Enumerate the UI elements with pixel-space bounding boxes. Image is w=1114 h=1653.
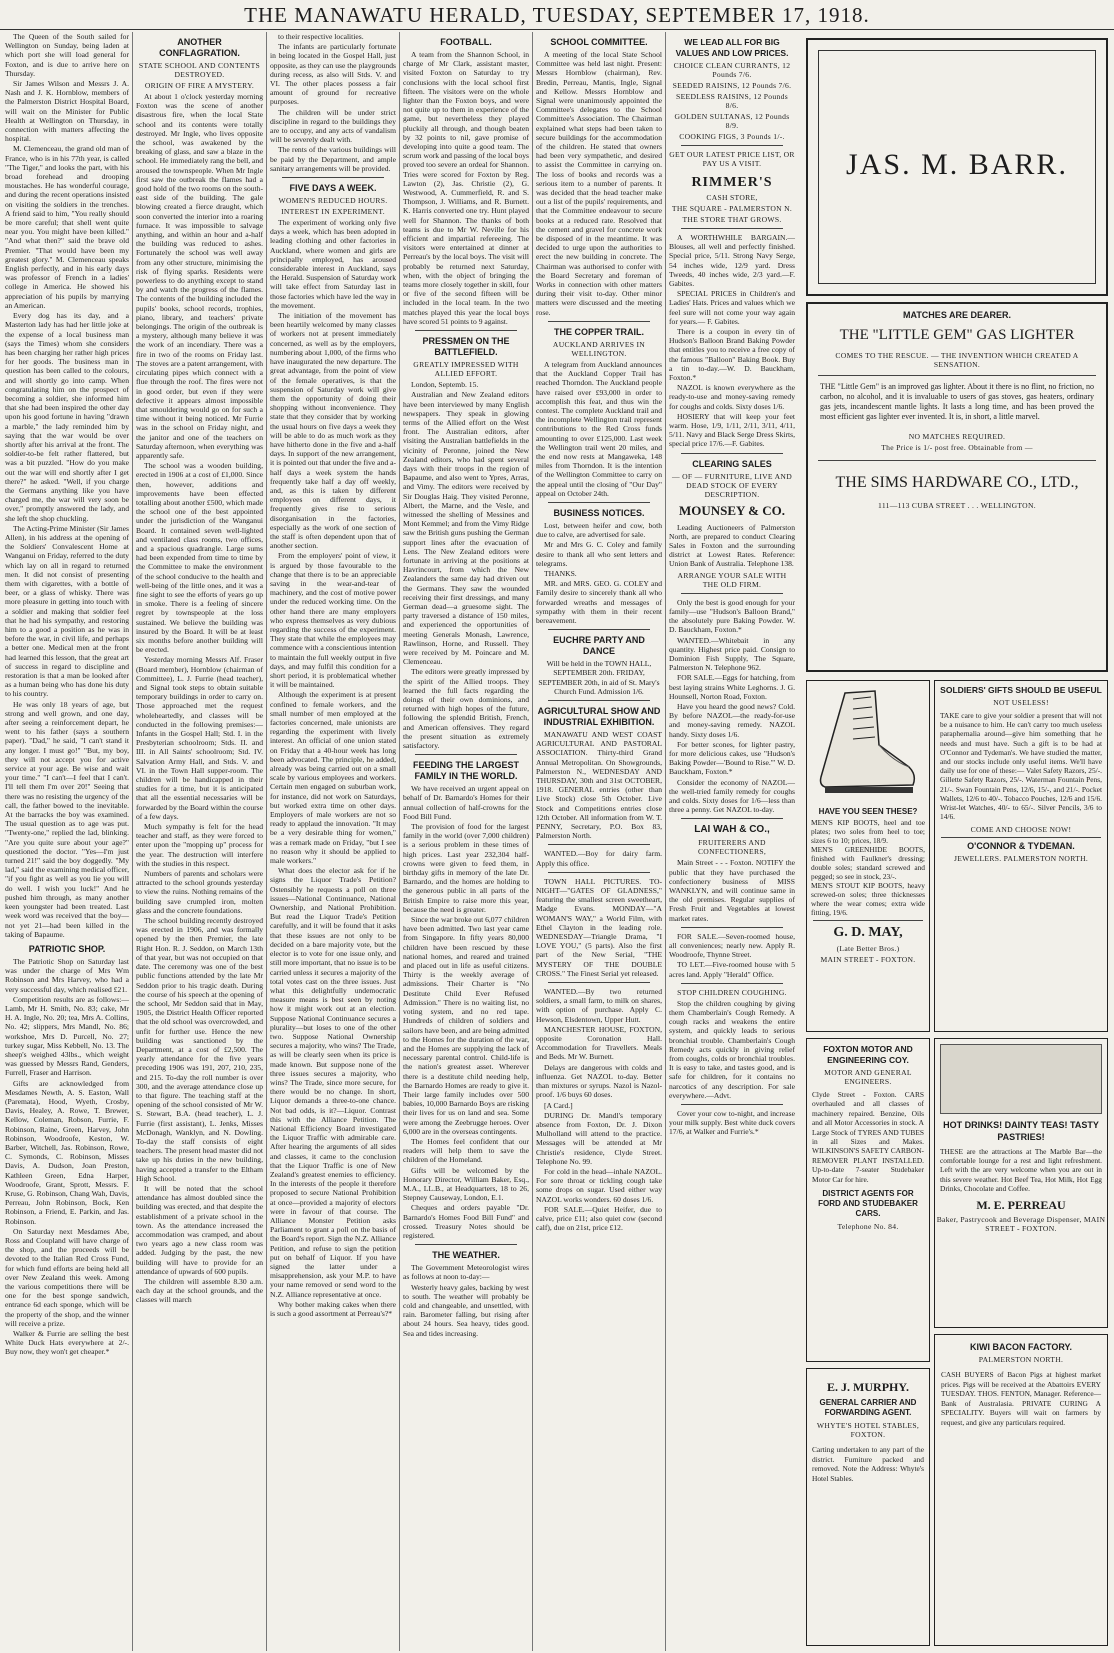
five-days-paragraph: What does the elector ask for if he signs the Liquor Trade's Petition? Ostensibly he requests a poll on three issues—National Continuance, National Ownership, and National Prohibition. But read the Liquor Trade's Petition carefully, and it will be found that it asks that these issues are not only to be decided on a bare majority vote, but the elector is to vote for one issue only, and still more important, that no issue is to be carried unless it secures a majority of the total votes cast on the three issues. Just what this delightfully undemocratic measure means is best seen by noting how it might work out at an election. Suppose National Continuance secures a plurality—but loses to one of the other two. Suppose National Ownership secures a majority, who wins? The Trade, as will be clearly seen when its price is made known. But suppose none of the three issues secures a majority, who wins? The Trade, since more secure, for there would be no change. In short, Liquor demands a three-to-one chance. Not bad odds, is it?—Liquor. Contrast this with the Alliance Petition. The National Efficiency Board investigated the Liquor Traffic with admirable care. After hearing the arguments of all sides and classes, it came to the conclusion that the Liquor Traffic is one of New Zealand's greatest enemies to efficiency. In the interests of the people it therefore proposed to secure National Prohibition at once—provided a majority of electors were in favour of that course. The Alliance Monster Petition asks Parliament to grant a poll on the basis of the Board's report. Sign the N.Z. Alliance Petition, and refuse to sign the petition put on behalf of Liquor. If you have signed the latter under a misapprehension, ask your M.P. to have your name removed or send word to the N.Z. Alliance representative at once. <box>270 866 397 1299</box>
feeding-paragraph: Gifts will be welcomed by the Honorary Director, William Baker, Esq., M.A., LL.B., at Headquarters, 18 to 26, Stepney Causeway, London, E.1. <box>403 1165 529 1203</box>
gdmay-name: G. D. MAY, <box>833 925 903 940</box>
boot-offer: MEN'S STOUT KIP BOOTS, heavy screwed-on soles; three thicknesses where the wear comes; extra wide fitting, 19/6. <box>811 881 925 917</box>
weather-paragraph: The Government Meteorologist wires as follows at noon to-day:— <box>403 1263 529 1282</box>
school-committee-heading: SCHOOL COMMITTEE. <box>550 37 648 47</box>
mounsey-arrange: ARRANGE YOUR SALE WITH THE OLD FIRM. <box>677 570 787 589</box>
patriotic-paragraph: Walker & Furrie are selling the best White Duck Hats everywhere at 2/-. Buy now, they won't get cheaper.* <box>5 1329 129 1357</box>
shop-advertisement: Only the best is good enough for your family—use "Hudson's Balloon Brand," the absolutely pure Baking Powder. W. D. Bauckham, Foxton.* <box>669 597 795 635</box>
rimmers-sub: CASH STORE, <box>706 193 758 202</box>
article-paragraph: Sir James Wilson and Messrs J. A. Nash and J. K. Hornblow, members of the Palmerston District Hospital Board, will wait on the Minister for Public Health at Wellington on Thursday, in connection with matters affecting the hospital. <box>5 79 129 144</box>
price-item: COOKING FIGS, 3 Pounds 1/-. <box>679 132 785 141</box>
conflagration-paragraph: The children will assemble 8.30 a.m. each day at the school grounds, and the classes will march <box>136 1277 263 1305</box>
gifts-sub: NOT USELESS! <box>993 698 1049 707</box>
murphy-name: E. J. MURPHY. <box>827 1380 909 1394</box>
small-advertisement: Delays are dangerous with colds and influenza. Get NAZOL to-day. Better than mixtures or syrups. Nazol is Nazol-proof. 1/6 buys 60 doses. <box>536 1062 662 1100</box>
kiwi-name: KIWI BACON FACTORY. <box>969 1342 1072 1352</box>
show-text: MANAWATU AND WEST COAST AGRICULTURAL AND PASTORAL ASSOCIATION. Thirty-third Grand Annual Metropolitan. On Showgrounds, Palmerston N., WEDNESDAY AND THURSDAY, 30th and 31st OCTOBER, 1918. GENERAL entries (other than Live Stock) close 5th October. Live Stock and Competitions entries close 12th October. All information from W. T. PENNY, Secretary, P.O. Box 83, Palmerston North. <box>536 729 662 841</box>
column-4 <box>399 32 532 1651</box>
gem-top: MATCHES ARE DEARER. <box>902 310 1011 320</box>
conflagration-subheading: STATE SCHOOL AND CONTENTS DESTROYED. <box>138 61 261 79</box>
pressmen-paragraph: The editors were greatly impressed by the spirit of the Allied troops. They learned the full facts regarding the doings of their own dominions, and returned with high hopes of the future, following the splendid British, French, and American offensives. They regard the present situation as extremely satisfactory. <box>403 667 529 751</box>
conflagration-paragraph: The school was a wooden building, erected in 1906 at a cost of £1,000. Since then, however, additions and improvements have been effected totalling about another £500, which made the school one of the best appointed under the jurisdiction of the Wanganui Board. It contained seven well-lighted and ventilated class rooms, two offices, and a spacious quadrangle. Large sums had been expended from time to time by the Committee to make the environment of the school conducive to the health and well-being of the little ones, and it was a fine sight to see the efforts of years go up in smoke. There is a feeling of sincere regret by townspeople at the loss sustained. We believe the building was insured by the Board. It will be at least six months before another building will be erected. <box>136 461 263 655</box>
foxmotor-sub: MOTOR AND GENERAL ENGINEERS. <box>824 1068 912 1086</box>
conflagration-paragraph: Much sympathy is felt for the head teacher and staff, as they were forced to enter upon the "mopping up" process for the year. The destruction will interfere with the studies in this respect. <box>136 822 263 868</box>
perreau-sub: Baker, Pastrycook and Beverage Dispenser, MAIN STREET - FOXTON. <box>936 1215 1106 1234</box>
gem-title: THE "LITTLE GEM" GAS LIGHTER <box>839 327 1075 343</box>
small-advertisement: FOR SALE.—Quiet Heifer, due to calve, price £11; also quiet cow (second calf), due on 21st, price £12. <box>536 1204 662 1233</box>
foxmotor-telephone: Telephone No. 84. <box>837 1222 899 1232</box>
gem-price: The Price is 1/- post free. Obtainable from — <box>881 443 1033 452</box>
rimmers-name: RIMMER'S <box>691 175 773 190</box>
property-advertisement: TO LET.—Five-roomed house with 5 acres land. Apply "Herald" Office. <box>669 960 795 979</box>
kiwi-bacon-advertisement <box>934 1334 1108 1646</box>
article-paragraph: He was only 18 years of age, but strong and well grown, and one day, after seeing a reinforcement depart, he went to his father (says a southern paper). "Dad," he said, "I can't stand it any longer. I must go!" "But, my boy, they will not accept you for active service at your age. Be wise and wait your time." "I can't—I feel that I can't. I'll tell them I'm over 20!" Seeing that there was no resisting the urgency of the call, the father bowed to the inevitable. At the barracks the boy was examined. The usual question as to age was put. "Twenty-one," replied the lad, blinking. "Are you quite sure about your age?" questioned the doctor. "Yes—I'm just turned 21!" said the boy doggedly. "My lad," said the examining medical officer, "if you fight as well as you lie you will do well. I wish you luck!" And he pushed him through, as many another keen youngster had been treated. Last week word was received that the boy—not yet 21—had been killed in the taking of Bapaume. <box>5 699 129 939</box>
euchre-heading: EUCHRE PARTY AND DANCE <box>553 635 645 657</box>
business-notice: MR. and MRS. GEO. G. COLEY and Family desire to sincerely thank all who forwarded wreaths and messages of sympathy with them in their recent bereavement. <box>536 579 662 625</box>
property-advertisement: FOR SALE.—Seven-roomed house, all conveniences; nearly new. Apply R. Woodroofe, Thynne Street. <box>669 931 795 960</box>
five-days-paragraph: Although the experiment is at present confined to female workers, and the small number of men employed at the factories concerned, male unionists are regarding the experiment with lively interest. An official of one union stated on Friday that a 40-hour week has long been advocated. The principle, he added, already was being carried out on a small scale by various employees and workers. Certain men engaged on suburban work, for instance, did not work on Saturdays, but worked extra time on other days. Employers of male workers are not so ready to applaud the innovation. "It may be a very desirable thing for women," was a remark made on Friday, "but I see no reason why it should be applied to male workers." <box>270 690 396 866</box>
article-paragraph: The Acting-Prime Minister (Sir James Allen), in his address at the opening of the Soldiers' Convalescent Home at Wanganui on Friday, referred to the duty which lay on all in regard to returned men. It did not consist of presenting them with cigarettes, with a bottle of beer, or a glass of whisky. There was more pleasure in getting into touch with a soldier and making that soldier feel that he had his sympathy, and restoring him to a good a position as he was in before the war, in civil life, and perhaps a better one. Medical men at the front had learned this lesson, that the great art of success in regard to discipline and restoration is that a man be looked after as a human being who has done his duty to his country. <box>5 523 129 699</box>
foxmotor-text: Clyde Street - Foxton. CARS overhauled and all classes of machinery repaired. Benzine, Oils and all Motor Accessories in stock. A Large Stock of TYRES AND TUBES in all Sizes and Makes. WILKINSON'S SAFETY CARBON-REMOVER PLANT INSTALLED. Up-to-date 7-seater Studebaker Motor Car for hire. <box>812 1090 924 1184</box>
price-item: SEEDED RAISINS, 12 Pounds 7/6. <box>672 81 792 90</box>
business-notices-heading: BUSINESS NOTICES. <box>553 507 645 518</box>
weather-heading: THE WEATHER. <box>432 1250 500 1261</box>
price-list-note: GET OUR LATEST PRICE LIST, OR PAY US A VISIT. <box>669 150 795 168</box>
tea-room-illustration <box>940 1044 1102 1114</box>
pressmen-subheading: GREATLY IMPRESSED WITH ALLIED EFFORT. <box>413 360 519 379</box>
stop-coughing-text: Stop the children coughing by giving them Chamberlain's Cough Remedy. A cough racks and weakens the entire system, and quickly leads to serious bronchial trouble. Chamberlain's Cough Remedy acts quickly in giving relief from coughs, colds or bronchial troubles. It is easy to take, and tastes good, and is safe for children, for it contains no narcotics of any description. For sale everywhere.—Advt. <box>669 998 795 1100</box>
weather-paragraph: Westerly heavy gales, backing by west to south. The weather will probably be cold and changeable, and unsettled, with rain. Barometer falling, but rising after about 24 hours. Sea heavy, tides good. Sea and tides increasing. <box>403 1282 529 1338</box>
clearing-sales-heading: CLEARING SALES <box>692 458 772 469</box>
price-item: SEEDLESS RAISINS, 12 Pounds 8/6. <box>676 92 788 110</box>
school-paragraph: The children will be under strict discipline in regard to the buildings they are to occupy, and any acts of vandalism will be severely dealt with. <box>270 107 396 145</box>
boot-illustration <box>813 685 923 803</box>
newspaper-page <box>0 30 1114 1653</box>
feeding-paragraph: The provision of food for the largest family in the world (over 7,000 children) is a serious problem in these times of high prices. Last year 232,304 half-crowns were given to feed them, in birthday gifts in memory of the late Dr. Barnardo, and the homes are holding to the generous public in all parts of the British Empire to raise more this year, because the need is greater. <box>403 822 529 914</box>
laiwah-sub: FRUITERERS AND CONFECTIONERS, <box>697 838 767 857</box>
conflagration-subheading-2: ORIGIN OF FIRE A MYSTERY. <box>144 81 255 90</box>
price-item: CHOICE CLEAN CURRANTS, 12 Pounds 7/6. <box>673 61 791 79</box>
mounsey-text: Leading Auctioneers of Palmerston North, are prepared to conduct Clearing Sales in Foxton and the surrounding district at Lowest Rates. Reference: Union Bank of Australia. Telephone 138. <box>669 522 795 569</box>
conflagration-paragraph: Yesterday morning Messrs Alf. Fraser (Board member), Hornblow (chairman of Committee), L. J. Furrie (head teacher), and Signal took steps to obtain suitable temporary buildings in order to carry on. Those approached met the request wholeheartedly, and classes will be conducted in the following premises:—Infants in the Gospel Hall; Std. I. in the Presbyterian schoolroom; Stds. II. and III. in All Saints' schoolroom; Std. IV. Salvation Army Hall, and Stds. V. and VI. in the Town Hall supper-room. The children will be handicapped in their studies for a time, but it is anticipated that all the essential necessaries will be forwarded by the Board within the course of a few days. <box>136 655 263 821</box>
column-5 <box>532 32 665 1651</box>
small-advertisement: MANCHESTER HOUSE, FOXTON, opposite Coronation Hall. Accommodation for Travellers. Meals and Beds. Mr W. Burnett. <box>536 1024 662 1062</box>
shop-advertisement: A WORTHWHILE BARGAIN.— Blouses, all well and perfectly finished. Special price, 5/11. Strong Navy Serge, 54 inches wide, 12/9 yard. Dress Tweeds, 40 inches wide, 2/3 yard.—F. Gabites. <box>669 233 795 289</box>
column-3 <box>266 32 399 1651</box>
barr-name: JAS. M. BARR. <box>846 148 1068 181</box>
business-notice: THANKS. <box>544 568 577 578</box>
copper-trail-heading: THE COPPER TRAIL. <box>553 326 644 337</box>
feeding-paragraph: Cheques and orders payable "Dr. Barnardo's Homes Food Bill Fund" and crossed. Treasury Notes should be registered. <box>403 1203 529 1240</box>
school-paragraph: to their respective localities. <box>278 32 364 41</box>
euchre-text: Will be held in the TOWN HALL, SEPTEMBER 20th. FRIDAY, SEPTEMBER 20th, in aid of St. Mary's Church Fund. Admission 1/6. <box>538 659 660 696</box>
column-2 <box>132 32 266 1651</box>
five-days-paragraph: The initiation of the movement has been heartily welcomed by many classes of workers not at present immediately concerned, as well as by the employers, numbering about 1,000, of the firms who have inaugurated the new departure. The great advantage, from the point of view of the female operatives, is that the suspension of Saturday work will give them the opportunity of doing their shopping without inconvenience. They state that they consider that by working the usual hours on five days a week they will be able to do as much work as they have hitherto done in the five and a-half days. In support of the new arrangement, it is pointed out that under the five and a-half days a week system the hands frequently take half a day off weekly, and, as this is taken by different employees on different days, it frequently gives rise to serious disorganisation in the factories, especially as the work of one section of the staff is often dependent upon that of another section. <box>270 311 396 551</box>
laiwah-name: LAI WAH & CO., <box>694 824 770 836</box>
newspaper-title: THE MANAWATU HERALD, TUESDAY, SEPTEMBER 17, 1918. <box>244 3 870 27</box>
gem-nomatch: NO MATCHES REQUIRED. <box>908 432 1006 441</box>
conflagration-heading: ANOTHER CONFLAGRATION. <box>159 37 240 58</box>
business-notice: Mr and Mrs G. C. Coley and family desire to thank all who sent letters and telegrams. <box>536 540 662 568</box>
rimmers-addr: THE SQUARE - PALMERSTON N. <box>671 204 793 213</box>
five-days-paragraph: From the employers' point of view, it is argued by those favourable to the change that there is to be an appreciable saving in the wear-and-tear of machinery, and the cost of motive power under the reduced working time. On the other hand there are many employers who express themselves as very dubious regarding the success of the experiment. They state that while the employees may commence with a conscientious intention to maintain the full weekly output in five days, and may fulfil this condition for a short period, it is problematical whether it will be maintained. <box>270 551 396 690</box>
article-paragraph: Every dog has its day, and a Masterton lady has had her little joke at the expense of a local business man (says the Times) whom she considers has been charging her rather high prices for her goods. The business man in question has been called to the colours, and will shortly go into camp. When congratulating him on the prospect of becoming a soldier, she informed him that she had been inspired the other day upon his good fortune in having "drawn a marble," the lady reminded him by saying that the war would be over shortly after his arrival at the front. The soldier-to-be felt rather flattered, but was a bit puzzled. "How do you make out the war will end shortly after I get there?" he asked. "Well, if you charge the Germans anything like you have charged me, the war will very soon be over," promptly answered the lady, and she left the shop chuckling. <box>5 311 129 523</box>
pictures-ad: TOWN HALL PICTURES. TO-NIGHT—"GATES OF GLADNESS," featuring the smallest screen sweetheart, Madge Evans. MONDAY—"A WOMAN'S WAY," a World Film, with Ethel Clayton in the leading role. WEDNESDAY—Triangle Drama, "I LOVE YOU," (5 parts). Also the first part of the New Serial, "THE MYSTERY OF THE DOUBLE CROSS." The Finest Serial yet released. <box>536 876 662 978</box>
stop-coughing-heading: STOP CHILDREN COUGHING. <box>677 987 787 997</box>
shop-advertisement: There is a coupon in every tin of Hudson's Balloon Brand Baking Powder that entitles you to receive a free copy of the famous "Balloon" Baking Book. Buy a tin to-day.—W. D. Bauckham, Foxton.* <box>669 327 795 383</box>
perreau-name: M. E. PERREAU <box>976 1198 1066 1213</box>
foxton-motor-advertisement <box>806 1038 930 1362</box>
sims-name: THE SIMS HARDWARE CO., LTD., <box>835 474 1079 491</box>
pressmen-heading: PRESSMEN ON THE BATTLEFIELD. <box>422 336 510 358</box>
pressmen-paragraph: London, Septemb. 15. <box>411 380 479 390</box>
murphy-text: Carting undertaken to any part of the district. Furniture packed and removed. Note the Address: Whyte's Hotel Stables. <box>812 1445 924 1483</box>
shop-advertisement: For better scones, for lighter pastry, for more delicious cakes, use "Hudson's Baking Powder—'Bound to Rise.'" W. D. Bauckham, Foxton.* <box>669 739 795 777</box>
foxmotor-name: FOXTON MOTOR AND ENGINEERING COY. <box>823 1044 913 1065</box>
gem-text: THE "Little Gem" is an improved gas lighter. About it there is no flint, no friction, no carbon, no alcohol, and it is invaluable to users of gas stoves, gas heaters, ordinary gas jets, incandescent mantle lights. It lasts a long time, and has been proved the most efficient gas lighter ever invented. It is, in short, a little marvel. <box>820 382 1094 421</box>
feeding-paragraph: We have received an urgent appeal on behalf of Dr. Barnardo's Homes for their annual collection of half-crowns for the Food Bill Fund. <box>403 784 529 821</box>
pressmen-paragraph: Australian and New Zealand editors have been interviewed by many English newspapers. They speak in glowing terms of the Allied effort on the West front. The Australian editors, after visiting the Australian battlefields in the vicinity of Peronne, joined the New Zealand editors, who had spent several days with their troops in the region of Bapaume, and also went to Ypres, Arras, and Vimy. The editors were received by Sir Douglas Haig. They visited Peronne, Albert, the Marne, and the Vesle, and witnessed the shelling of Messines and Mont Kemmel; and from the Vimy Ridge saw the British guns pushing the German support lines after the evacuation of Lens. The New Zealand editors were fortunate in arriving at the positions at Havrincourt, from which the New Zealanders the same day had driven out the Germans. They saw the wounded receiving their first dressings, and many German dead—a gruesome sight. The party traversed a distance of 150 miles, and experienced the opportunities of meeting Generals Monash, Lawrence, Rawlinson, Horne, and Russell. They were received by M. Poincare and M. Clemenceau. <box>403 390 529 667</box>
boots-advertisement <box>806 680 930 1032</box>
five-days-paragraph: Why bother making cakes when there is such a good assortment at Perreau's?* <box>270 1299 396 1319</box>
article-paragraph: The Queen of the South sailed for Wellington on Sunday, being laden at which port she will load general for Foxton, and is due to arrive here on Thursday. <box>5 32 129 78</box>
shop-advertisement: FOR SALE.—Eggs for hatching, from best laying strains White Leghorns. J. G. Hounsell, Norton Road, Foxton. <box>669 673 795 701</box>
oconnor-name: O'CONNOR & TYDEMAN. <box>967 841 1075 852</box>
price-item: GOLDEN SULTANAS, 12 Pounds 8/9. <box>674 112 790 130</box>
small-advertisement: DURING Dr. Mandl's temporary absence from Foxton, Dr. J. Dixon Mulholland will attend to the practice. Messages will be attended at Mr Christie's residence, Clyde Street. Telephone No. 99. <box>536 1110 662 1166</box>
small-advertisement: [A Card.] <box>544 1100 573 1110</box>
rimmers-tag: THE STORE THAT GROWS. <box>682 215 782 224</box>
lead-all-heading: WE LEAD ALL FOR BIG VALUES AND LOW PRICES. <box>675 37 789 58</box>
boot-offer: MEN'S GREENHIDE BOOTS, finished with Faulkner's dressing; double soles; standard screwed and pegged; so see in stock, 23/-. <box>811 845 925 881</box>
copper-trail-subheading: AUCKLAND ARRIVES IN WELLINGTON. <box>552 339 646 358</box>
conflagration-paragraph: Numbers of parents and scholars were attracted to the school grounds yesterday to view the ruins. Nothing remains of the building save crumpled iron, molten glass and the concrete foundations. <box>136 869 263 915</box>
copper-trail-paragraph: A telegram from Auckland announces that the Auckland Copper Trail has reached Thorndon. The Auckland people have raised over £93,000 in order to accomplish this feat, and thus win the contest. The complete Auckland trail and the incomplete Wellington trail represent contributions to the Red Cross funds amounting to over £125,000. Last week the Wellington trail went 20 miles, and the end now rests at Mangaweka, 148 miles from Thorndon. It is the intention of the Wellington Committee to carry on the appeal until the closing of "Our Day" appeal on October 24th. <box>536 359 662 498</box>
patriotic-paragraph: Gifts are acknowledged from Mesdames Newth, A. S. Easton, Wall (Paremata), Hood, Wyeth, Crosby, Davis, Healey, A. Rowe, T. Brewer, Kellow, Coleman, Robson, Furrie, F. Robinson, Raine, Green, Harvey, John Robinson, Woodroofe, Keston, W. Barber, Witchell, Jas. Robinson, Rowe, C. Symonds, C. Robinson, Misses Davis, A. Dudson, Joan Preston, Kathleen Green, Edna Harper, Woodroofe, Grant, Sprott, Messrs. F. Kruse, G. Robinson, Chang Wah, Davis, Perreau, John Robinson, Bock, Ken Robinson, a Friend, E. Parkin, and Jas. Robinson. <box>5 1078 129 1226</box>
foxmotor-agents: DISTRICT AGENTS FOR FORD AND STUDEBAKER CARS. <box>818 1189 918 1219</box>
business-notice: Lost, between heifer and cow, both due to calve, are advertised for sale. <box>536 520 662 540</box>
football-paragraph: A team from the Shannon School, in charge of Mr Clark, assistant master, visited Foxton on Saturday to try conclusions with the local school first fifteen. The visitors were on the whole lighter than the Foxton boys, and were not quite up to them in experience of the game, but nevertheless they played pluckily all through, and though beaten by 32 points to nil, gave promise of developing into quite a good team. The scrum work and passing of the local boys proved too severe an ordeal for Shannon. Tries were scored for Foxton by Reg. Lawton (2), Jas. Christie (2), G. Westwood, A. Cummerfield, R. and S. Thompson, J. Williams, and R. Burnett. K. Harris converted one try. Hunt played well for Shannon. The thanks of both teams is due to Mr W. Neville for his efficient and impartial refereeing. The visitors were entertained at dinner at Perreau's by the local boys. The visit will probably be returned next Saturday, when, with the object of bringing the teams more closely together in skill, four or five of the second fifteen will be included in the local team. In the two matches played this year the local boys have scored 51 points to 9 against. <box>403 50 529 326</box>
soldiers-gifts-advertisement <box>934 680 1108 1032</box>
perreau-advertisement <box>934 1038 1108 1328</box>
patriotic-paragraph: On Saturday next Mesdames Abe, Ross and Coupland will have charge of the shop, and the proceeds will be devoted to the Italian Red Cross Fund, for which fund efforts are being held all over New Zealand this week. Among the various competitions there will be one for the best sponge sandwich, entrance 6d each sponge, which will be the property of the shop, and the winner will receive a prize. <box>5 1226 129 1328</box>
school-paragraph: The infants are particularly fortunate in being located in the Gospel Hall, just opposite, as they can use the playgrounds during recess, as also will Stds. V. and VI. The other places possess a fair amount of ground for recreative purposes. <box>270 42 396 107</box>
five-days-subheading: WOMEN'S REDUCED HOURS. <box>278 196 388 206</box>
school-paragraph: The rents of the various buildings will be paid by the Department, and ample sanitary arrangements will be provided. <box>270 145 396 173</box>
gem-sub: COMES TO THE RESCUE. — THE INVENTION WHICH CREATED A SENSATION. <box>835 351 1079 369</box>
shop-advertisement: Have you heard the good news? Cold. By before NAZOL—the ready-for-use and money-saving remedy. NAZOL handy. Sixty doses 1/6. <box>669 701 795 739</box>
clearing-sales-sub: — OF — FURNITURE, LIVE AND DEAD STOCK OF EVERY DESCRIPTION. <box>671 471 793 499</box>
gifts-text: TAKE care to give your soldier a present that will not be a nuisance to him. He can't carry too much useless paraphernalia around—give him something that he needs and must have. Such a gift is to be had at O'Connor and Tydeman's. We have studied the matter, and our stocks include only useful items. We'll have daily use for one of these:— Valet Safety Razors, 25/-. Gillette Safety Razors, 25/-. Waterman Fountain Pens, 21/-. Swan Fountain Pens, 12/6, 15/-, and 21/-. Pocket Wallets, 12/6 to 40/-. Tobacco Pouches, 12/6 and 15/6. Wrist-let Watches, 40/- to 65/-. Silver Pencils, 3/6 to 14/6. <box>940 711 1102 822</box>
football-heading: FOOTBALL. <box>440 37 492 47</box>
perreau-text: THESE are the attractions at The Marble Bar—the comfortable lounge for a rest and light refreshment. Left with the are very welcome when you are out in this severe weather. Hot Beef Tea, Hot Milk, Hot Egg Drinks, Chocolate and Coffee. <box>940 1147 1102 1193</box>
murphy-address: WHYTE'S HOTEL STABLES, FOXTON. <box>816 1421 920 1439</box>
shop-advertisement: WANTED.—Whitebait in any quantity. Highest price paid. Consign to Dominion Fish Supply, The Square, Palmerston N. Telephone 962. <box>669 635 795 673</box>
gdmay-address: MAIN STREET - FOXTON. <box>820 955 916 964</box>
column-6 <box>665 32 798 1651</box>
patriotic-paragraph: Competition results are as follows:—Lamb, Mr H. Smith, No. 83; cake, Mr H. A. Ingle, No. 20; tea, Mrs A. Collins, No. 42; slippers, Mrs Mandl, No. 86; workshoe, Mrs D. Purcell, No. 27; turkey sugar, Miss Kebbell, No. 13. The sheep's weighed 43lbs., which weight was guessed by Messrs Rand, Genders, Furrell, Fraser and Harrison. <box>5 994 129 1078</box>
feeding-paragraph: The Homes feel confident that our readers will help them to save the children of the Homeland. <box>403 1136 529 1165</box>
walker-furrie-ad: Cover your cow to-night, and increase your milk supply. Best white duck covers 17/6, at Walker and Furrie's.* <box>669 1109 795 1137</box>
mounsey-name: MOUNSEY & CO. <box>678 502 786 518</box>
little-gem-advertisement <box>806 302 1108 672</box>
conflagration-paragraph: It will be noted that the school attendance has almost doubled since the building was erected, and that despite the establishment of a private school in the town. As the attendance increased the accommodation was cramped, and about two years ago a new class room was added. Judging by the past, the new building will have to provide for an attendance of upwards of 600 pupils. <box>136 1183 263 1276</box>
column-1 <box>2 32 132 1651</box>
small-advertisement: WANTED.—By two returned soldiers, a small farm, to milk on shares, with option of purchase. Apply C. Hewson, Elsdentown, Upper Hutt. <box>536 987 662 1024</box>
shop-advertisement: Consider the economy of NAZOL—the well-tried family remedy for coughs and colds. Sixty doses for 1/6—less than three a penny. Get NAZOL to-day. <box>669 777 795 815</box>
five-days-subheading-2: INTEREST IN EXPERIMENT. <box>281 207 385 217</box>
masthead <box>0 0 1114 30</box>
shop-advertisement: SPECIAL PRICES in Children's and Ladies' Hats. Prices and values which we feel sure will not come your way again for years.— F. Gabites. <box>669 289 795 326</box>
kiwi-sub: PALMERSTON NORTH. <box>978 1355 1064 1364</box>
small-advertisement: For cold in the head—inhale NAZOL. For sore throat or tickling cough take some drops on sugar. Used either way NAZOL works wonders. 60 doses 1/6. <box>536 1166 662 1204</box>
gifts-heading: SOLDIERS' GIFTS SHOULD BE USEFUL <box>940 685 1102 695</box>
murphy-sub: GENERAL CARRIER AND FORWARDING AGENT. <box>819 1398 917 1417</box>
conflagration-paragraph: At about 1 o'clock yesterday morning Foxton was the scene of another disastrous fire, when the local State school and its contents were totally destroyed. Mr Ingle, who lives opposite the school, was awakened by the breaking of glass, and saw a blaze in the school. He immediately rang the bell, and aroused the townspeople. When Mr Ingle first saw the outbreak the flames had a good hold of the two rooms on the south-east side of the building. The gale blowing created a fierce draught, which soon converted the interior into a roaring furnace. It was impossible to salvage anything, and within an hour and a-half the building was reduced to ashes. Fortunately the school was well away from any other structure, minimising the risk of flying sparks. Residents were powerless to do anything except to stand by and watch the progress of the flames. The contents of the building included the pupils' books, school records, trophies, piano, library, and teachers' private belongings. The origin of the outbreak is a mystery, although many believe it was the work of an incendiary. There was a fire in two of the rooms on Friday last. The stoves are a patent arrangement, with circulating pipes which connect with a flue through the roof. The fires were not in good order, but even if they were defective it appears almost impossible that smouldering would go on for such a time without it being noticed. Mr Furrie was in the school on Friday night, and the janitor and one of the teachers on Saturday afternoon, when everything was apparently safe. <box>136 92 263 460</box>
feeding-paragraph: Since the war broke out 6,077 children have been admitted. Two last year came from Singapore. In fifty years 80,000 children have been rescued by these national homes, and reared and trained and placed out in life as useful citizens. Thirty is the weekly average of admissions. Their Charter is "No Destitute Child Ever Refused Admission." There is no waiting list, no voting system, and no red tape. Hundreds of children of soldiers and sailors have been, and are being admitted to the Homes for the duration of the war, and the Homes are supplying the lack of necessary parental control. Child-life is the nation's greatest asset. Wherever there is a destitute child needing help, the Barnardo Homes are ready to give it. Their large family includes over 500 babies, 10,000 Barnardo Boys are risking their lives for us on land and sea. Some were among the Zeebrugge heroes. Over 6,000 are in the overseas contingents. <box>403 915 529 1136</box>
patriotic-paragraph: The Patriotic Shop on Saturday last was under the charge of Mrs Wm Robinson and Mrs Harvey, who had a very successful day, which realised £21. <box>5 956 129 994</box>
five-days-paragraph: The experiment of working only five days a week, which has been adopted in leading clothing and other factories in Auckland, where women and girls are principally employed, has aroused considerable interest in Auckland, says the Herald. Suspension of Saturday work will take effect from Saturday last in those factories which have led the way in the movement. <box>270 218 396 310</box>
patriotic-shop-heading: PATRIOTIC SHOP. <box>28 943 106 954</box>
conflagration-paragraph: The school building recently destroyed was erected in 1906, and was formally opened by the then Premier, the late Right Hon. R. J. Seddon, on March 13th of that year, but was not occupied on that date. The ceremony was one of the best public functions attended by the late Mr Seddon prior to his tragic death. During the course of his speech at the opening of the school, Mr Seddon said that in May, 1905, the District Health Officer reported that the old school was overcrowded, and unfit for further use. Hence the new building was sanctioned by the Department, at a cost of £2,500. The yearly attendance for the five years preceding 1906 was 191, 207, 210, 235, and 215. To-day the roll number is over 300, and the average attendance close up to that figure. The teaching staff at the opening of the school consisted of Mr W. S. Stewart, B.A. (head teacher), L. J. Furrie (first assistant), L. Jenks, Misses McDonagh, Wanklyn, and N. Dowling. To-day the staff consists of eight teachers. The present head master did not take up his duties in the new building, having accepted a transfer to the Eltham High School. <box>136 916 263 1183</box>
boots-question: HAVE YOU SEEN THESE? <box>818 807 918 816</box>
sims-address: 111—113 CUBA STREET . . . WELLINGTON. <box>878 501 1036 510</box>
feeding-heading: FEEDING THE LARGEST FAMILY IN THE WORLD. <box>412 760 519 782</box>
article-paragraph: M. Clemenceau, the grand old man of France, who is in his 77th year, is called "The Tiger," and looks the part, with his broad forehead and drooping moustaches. He has wonderful courage, and during the recent operations insisted on visiting the soldiers in the trenches. A friend said to him, "You really should be more careful; that shell went quite near you. You might have been killed." "And what then?" said the brave old Premier. "That would have been my greatest glory." M. Clemenceau speaks English perfectly, and in his early days was professor of French in a ladies' college in America. He showed his appreciation of his pupils by marrying an American. <box>5 144 129 310</box>
wanted-ad: WANTED.—Boy for dairy farm. Apply this office. <box>536 849 662 868</box>
laiwah-text: Main Street - - - Foxton. NOTIFY the public that they have purchased the confectionery business of MISS WANKLYN, and will continue same in the old premises. Regular supplies of Fresh Fruit and Vegetables at lowest market rates. <box>669 858 795 923</box>
gifts-come: COME AND CHOOSE NOW! <box>970 825 1072 835</box>
shop-advertisement: NAZOL is known everywhere as the ready-to-use and money-saving remedy for coughs and colds. Sixty doses 1/6. <box>669 383 795 411</box>
murphy-advertisement <box>806 1368 930 1646</box>
gdmay-sub: (Late Better Bros.) <box>836 944 900 953</box>
barr-advertisement <box>806 38 1108 296</box>
school-committee-paragraph: A meeting of the local State School Committee was held last night. Present: Messrs Hornblow (chairman), Rev. Bredin, Perreau, Mantis, Ingle, Signal and Kellow. Messrs Hornblow and Signal were unanimously appointed the Committee's delegates to the School Committee's Association. The Chairman explained what steps had been taken to secure buildings for the accommodation of the children. He stated that owners had been very sympathetic, and desired to assist the Committee in carrying on. The loss of books and records was a serious item to a number of parents. It was decided that the head teacher make out a list of the pupils' requirements, and that the Committee endeavour to secure books at a reduced rate. Resolved that the cement and gravel for concrete work be disposed of in the meantime. It was decided to urge upon the authorities to erect the new building in concrete. The Chairman was authorised to confer with the Board Secretary and foreman of Works in connection with other matters during their visit to-day. Other minor matters were discussed and the meeting rose. <box>536 50 662 317</box>
show-heading: AGRICULTURAL SHOW AND INDUSTRIAL EXHIBITION. <box>537 705 661 727</box>
kiwi-text: CASH BUYERS of Bacon Pigs at highest market prices. Pigs will be received at the Abattoirs EVERY TUESDAY. THOS. FENTON, Manager. Reference—Bank of Australasia. PRIVATE CURING A SPECIALITY. Buyers will wait on farmers by request, and give any particulars required. <box>941 1370 1101 1427</box>
oconnor-sub: JEWELLERS. PALMERSTON NORTH. <box>953 854 1089 864</box>
shop-advertisement: HOSIERY that will keep your feet warm. Hose, 1/9, 1/11, 2/11, 3/11, 4/11, 5/11. Navy and Black Serge Dress Skirts, special price 17/6.—F. Gabites. <box>669 411 795 449</box>
five-days-heading: FIVE DAYS A WEEK. <box>289 183 377 194</box>
boot-offer: MEN'S KIP BOOTS, heel and toe plates; two soles from heel to toe; sizes 6 to 10; prices, 18/9. <box>811 818 925 845</box>
hot-drinks-heading: HOT DRINKS! DAINTY TEAS! TASTY PASTRIES! <box>943 1120 1099 1142</box>
